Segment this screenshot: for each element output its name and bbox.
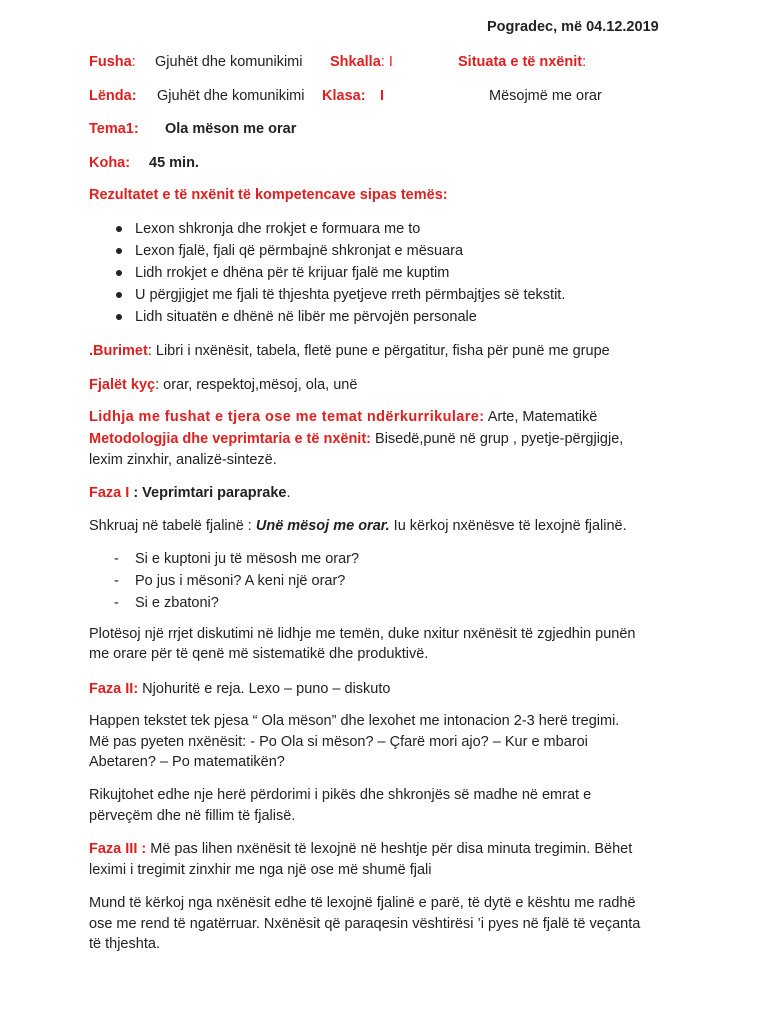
tema-label: Tema1: [89,121,139,137]
faza1-para-line1: Plotësoj një rrjet diskutimi në lidhje me temën, duke nxitur nxënësit të zgjedhin punën [89,626,636,642]
lenda-value: Gjuhët dhe komunikimi [157,88,305,104]
faza1-label: Faza I [89,485,130,501]
bullet-icon [116,314,122,320]
list-item: Lexon shkronja dhe rrokjet e formuara me to [89,218,565,240]
list-item: Lidh rrokjet e dhëna për të krijuar fjalë me kuptim [89,262,565,284]
fjalet-row [89,376,357,394]
faza2-p2-line2: përveçëm dhe në fillim të fjalisë. [89,808,296,824]
list-item: U përgjigjet me fjali të thjeshta pyetjeve rreth përmbajtjes së tekstit. [89,284,565,306]
metodologjia-row [89,430,623,448]
faza2-heading [89,680,390,698]
faza3-p1-line1: Faza III : Më pas lihen nxënësit të lexojnë në heshtje për disa minuta tregimin. Bëhet [89,841,633,857]
metodologjia-label: Metodologjia dhe veprimtaria e të nxënit: [89,431,371,447]
faza1-heading [89,484,291,502]
shkalla-label: Shkalla [330,54,381,70]
burimet-text: : Libri i nxënësit, tabela, fletë pune e përgatitur, fisha për punë me grupe [147,343,610,359]
faza2-p1-line1: Happen tekstet tek pjesa “ Ola mëson” dhe lexohet me intonacion 2-3 herë tregimi. [89,713,620,729]
date-line: Pogradec, më 04.12.2019 [487,19,659,35]
faza1-intro: Shkruaj në tabelë fjalinë : Unë mësoj me orar. Iu kërkoj nxënësve të lexojnë fjalinë. [89,518,627,534]
shkalla-field [330,53,393,71]
faza1-title-end: . [286,485,291,501]
fjalet-label: Fjalët kyç [89,377,156,393]
burimet-row [89,342,610,360]
koha-label: Koha: [89,155,131,171]
faza2-p2-line1: Rikujtohet edhe nje herë përdorimi i pikës dhe shkronjës së madhe në emrat e [89,787,592,803]
list-item: Lexon fjalë, fjali që përmbajnë shkronjat e mësuara [89,240,565,262]
klasa-label: Klasa: [322,88,366,104]
shkalla-value: : I [380,54,393,70]
metodologjia-text-2: lexim zinxhir, analizë-sintezë. [89,452,277,468]
faza2-p1-line2: Më pas pyeten nxënësit: - Po Ola si mëson? – Çfarë mori ajo? – Kur e mbaroi [89,734,588,750]
fjalet-text: : orar, respektoj,mësoj, ola, unë [155,377,358,393]
klasa-value: I [380,88,385,104]
dash-icon: - [114,573,119,589]
rezultatet-heading: Rezultatet e të nxënit të kompetencave sipas temës: [89,187,448,203]
faza3-p2-line3: të thjeshta. [89,936,160,952]
faza2-label: Faza II: [89,681,139,697]
faza3-p1-line2: leximi i tregimit zinxhir me nga një ose më shumë fjali [89,862,432,878]
faza1-para-line2: me orare për të qenë më sistematikë dhe produktivë. [89,646,429,662]
situata-colon: : [582,54,587,70]
situata-field [458,53,586,71]
fusha-label: Fusha [89,54,132,70]
faza1-intro-sentence: Unë mësoj me orar. [255,518,390,534]
fusha-row [89,53,136,71]
faza1-title: : Veprimtari paraprake [129,485,287,501]
bullet-icon [116,292,122,298]
dash-icon: - [114,551,119,567]
list-item: - Po jus i mësoni? A keni një orar? [89,570,359,592]
faza2-title: Njohuritë e reja. Lexo – puno – diskuto [138,681,391,697]
bullet-icon [116,226,122,232]
lidhja-text: Arte, Matematikë [484,409,598,425]
dash-icon: - [114,595,119,611]
faza1-questions [89,548,359,614]
faza2-p1-line3: Abetaren? – Po matematikën? [89,754,285,770]
bullet-icon [116,248,122,254]
faza3-p2-line2: ose me rend të ngatërruar. Nxënësit që paraqesin vështirësi ’i pyes në fjalë të veçanta [89,916,641,932]
faza3-label: Faza III : [89,841,147,857]
lidhja-row [89,408,597,426]
list-item: - Si e zbatoni? [89,592,359,614]
bullet-icon [116,270,122,276]
tema-value: Ola mëson me orar [165,121,297,137]
situata-label: Situata e të nxënit [458,54,583,70]
burimet-label: .Burimet [89,343,148,359]
fusha-value: Gjuhët dhe komunikimi [155,54,303,70]
koha-value: 45 min. [149,155,199,171]
list-item: Lidh situatën e dhënë në libër me përvojën personale [89,306,565,328]
situata-value: Mësojmë me orar [489,88,602,104]
faza3-p2-line1: Mund të kërkoj nga nxënësit edhe të lexojnë fjalinë e parë, të dytë e kështu me radhë [89,895,636,911]
rezultatet-list [89,218,565,328]
lenda-label: Lënda: [89,88,137,104]
metodologjia-text-1: Bisedë,punë në grup , pyetje-përgjigje, [371,431,624,447]
list-item: - Si e kuptoni ju të mësosh me orar? [89,548,359,570]
lidhja-label: Lidhja me fushat e tjera ose me temat ndërkurrikulare: [89,409,485,425]
fusha-colon: : [131,54,136,70]
